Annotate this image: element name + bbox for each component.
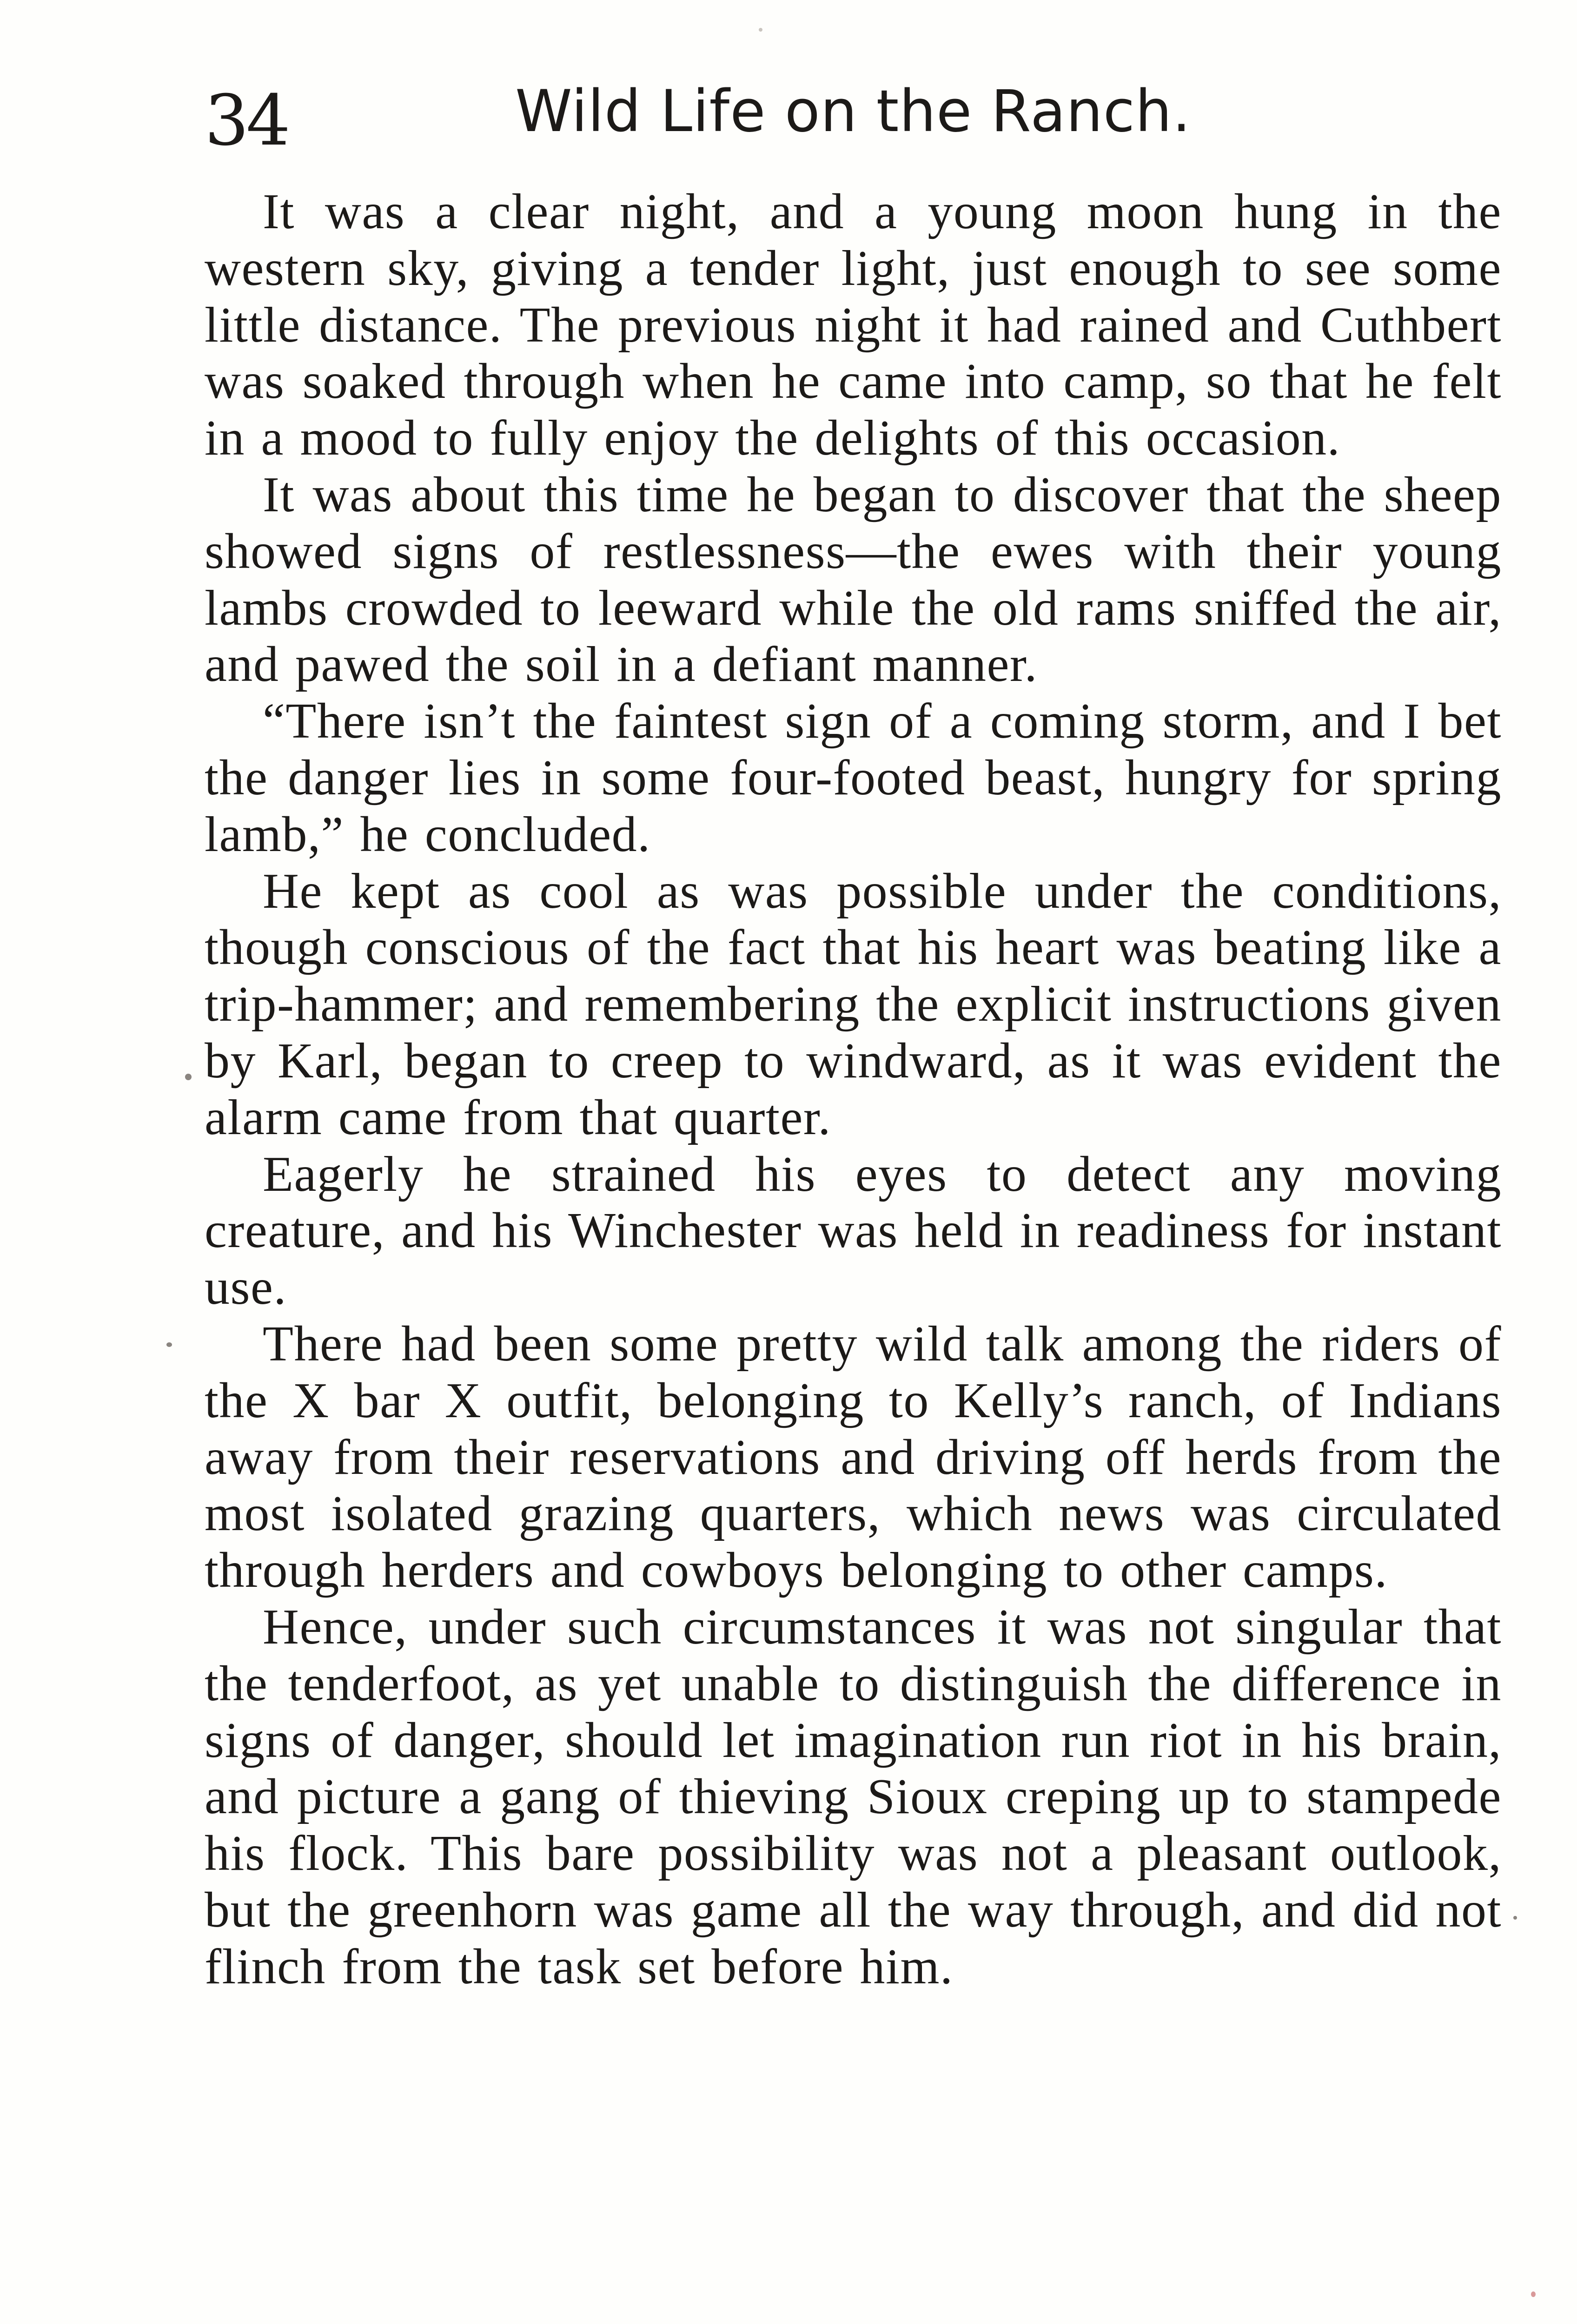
page-header: [205, 65, 1502, 161]
page-number: 34: [205, 80, 288, 161]
paragraph: He kept as cool as was possible under the conditions, though conscious of the fact that his heart was beating like a trip-hammer; and remembering the explicit instructions given by Karl, began to creep to windward, as it was evident the alarm came from that quarter.: [205, 863, 1502, 1145]
paragraph: Hence, under such circumstances it was not singular that the tenderfoot, as yet unable to distinguish the difference in signs of danger, should let imagination run riot in his brain, and picture a gang of thieving Sioux creping up to stampede his flock. This bare possibility was not a pleasant outlook, but the greenhorn was game all the way through, and did not flinch from the task set before him.: [205, 1599, 1502, 1994]
paper-speck: [166, 1342, 172, 1347]
paper-speck: [185, 1074, 192, 1080]
paper-speck: [1531, 2291, 1536, 2297]
paragraph: It was a clear night, and a young moon hung in the western sky, giving a tender light, just enough to see some little distance. The previous night it had rained and Cuthbert was soaked through when he came into camp, so that he felt in a mood to fully enjoy the delights of this occasion.: [205, 184, 1502, 466]
paper-speck: [1513, 1916, 1517, 1920]
running-title: Wild Life on the Ranch.: [515, 78, 1191, 145]
body-text: [205, 184, 1502, 1995]
paragraph: Eagerly he strained his eyes to detect any moving creature, and his Winchester was held in readiness for instant use.: [205, 1146, 1502, 1315]
paragraph: “There isn’t the faintest sign of a coming storm, and I bet the danger lies in some four-footed beast, hungry for spring lamb,” he concluded.: [205, 693, 1502, 862]
paragraph: There had been some pretty wild talk among the riders of the X bar X outfit, belonging to Kelly’s ranch, of Indians away from their reservations and driving off herds from the most isolated grazing quarters, which news was circulated through herders and cowboys belonging to other camps.: [205, 1316, 1502, 1598]
paragraph: It was about this time he began to discover that the sheep showed signs of restlessness—the ewes with their young lambs crowded to leeward while the old rams sniffed the air, and pawed the soil in a defiant manner.: [205, 467, 1502, 693]
paper-speck: [759, 28, 762, 32]
